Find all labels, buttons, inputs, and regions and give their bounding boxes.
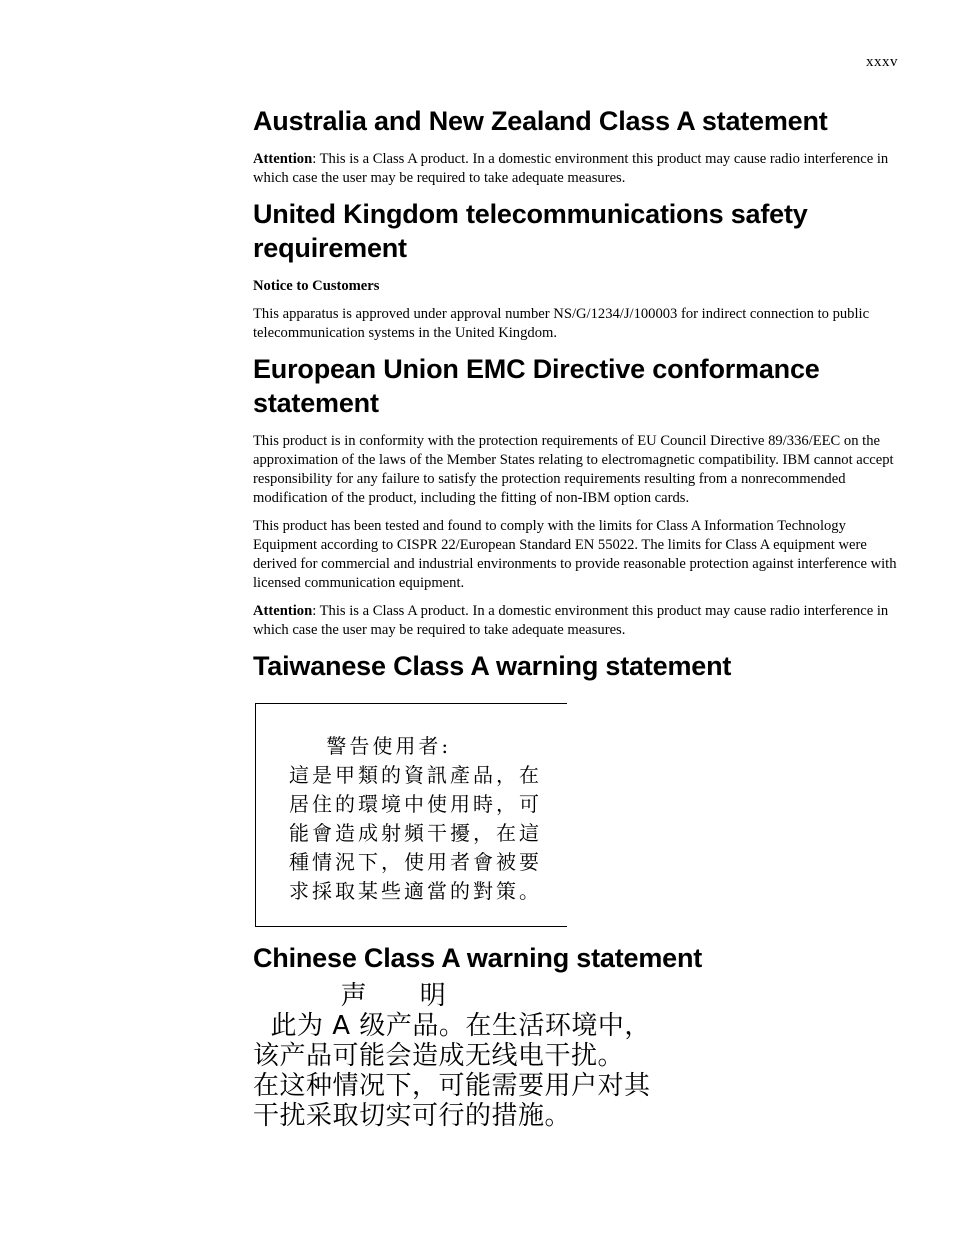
- section-australia-new-zealand: [253, 104, 898, 188]
- body-paragraph: This apparatus is approved under approval number NS/G/1234/J/100003 for indirect connection to public telecommunication systems in the United Kingdom.: [253, 306, 870, 341]
- attention-label: Attention: [253, 603, 313, 619]
- notice-heading: Notice to Customers: [253, 278, 380, 294]
- attention-paragraph: [253, 150, 898, 188]
- section-eu-emc-directive: [253, 352, 898, 640]
- attention-text: : This is a Class A product. In a domestic environment this product may cause radio interference in which case the user may be required to take adequate measures.: [253, 151, 889, 186]
- attention-text: : This is a Class A product. In a domestic environment this product may cause radio interference in which case the user may be required to take adequate measures.: [253, 603, 889, 638]
- section-title: Taiwanese Class A warning statement: [253, 651, 732, 681]
- body-paragraph: This product is in conformity with the protection requirements of EU Council Directive 89/336/EEC on the approximation of the laws of the Member States relating to electromagnetic compatibility. IBM cannot accept responsibility for any failure to satisfy the protection requirements resulting from a nonrecommended modification of the product, including the fitting of non-IBM option cards.: [253, 433, 894, 506]
- page-number: xxxv: [866, 54, 898, 70]
- section-taiwan-class-a: [253, 649, 898, 927]
- section-title: Australia and New Zealand Class A statement: [253, 106, 828, 136]
- section-china-class-a: [253, 941, 898, 1131]
- taiwan-warning-box: [255, 703, 567, 927]
- attention-paragraph: [253, 602, 898, 640]
- section-uk-telecom-safety: [253, 197, 898, 343]
- page-content: [253, 104, 898, 1131]
- section-title: European Union EMC Directive conformance statement: [253, 354, 820, 418]
- section-title: United Kingdom telecommunications safety requirement: [253, 199, 808, 263]
- attention-label: Attention: [253, 151, 313, 167]
- section-title: Chinese Class A warning statement: [253, 943, 703, 973]
- taiwan-warning-text: 警告使用者: 這是甲類的資訊產品，在 居住的環境中使用時，可 能會造成射頻干擾，在這 種情況下，使用者會被要 求採取某些適當的對策。: [289, 734, 542, 903]
- body-paragraph: This product has been tested and found to comply with the limits for Class A Information Technology Equipment according to CISPR 22/European Standard EN 55022. The limits for Class A equipment were derived for commercial and industrial environments to provide reasonable protection against interference with licensed communication equipment.: [253, 518, 897, 591]
- china-warning-text: 声 明 此为 A 级产品。在生活环境中， 该产品可能会造成无线电干扰。 在这种情况下，可能需要用户对其 干扰采取切实可行的措施。: [253, 981, 651, 1131]
